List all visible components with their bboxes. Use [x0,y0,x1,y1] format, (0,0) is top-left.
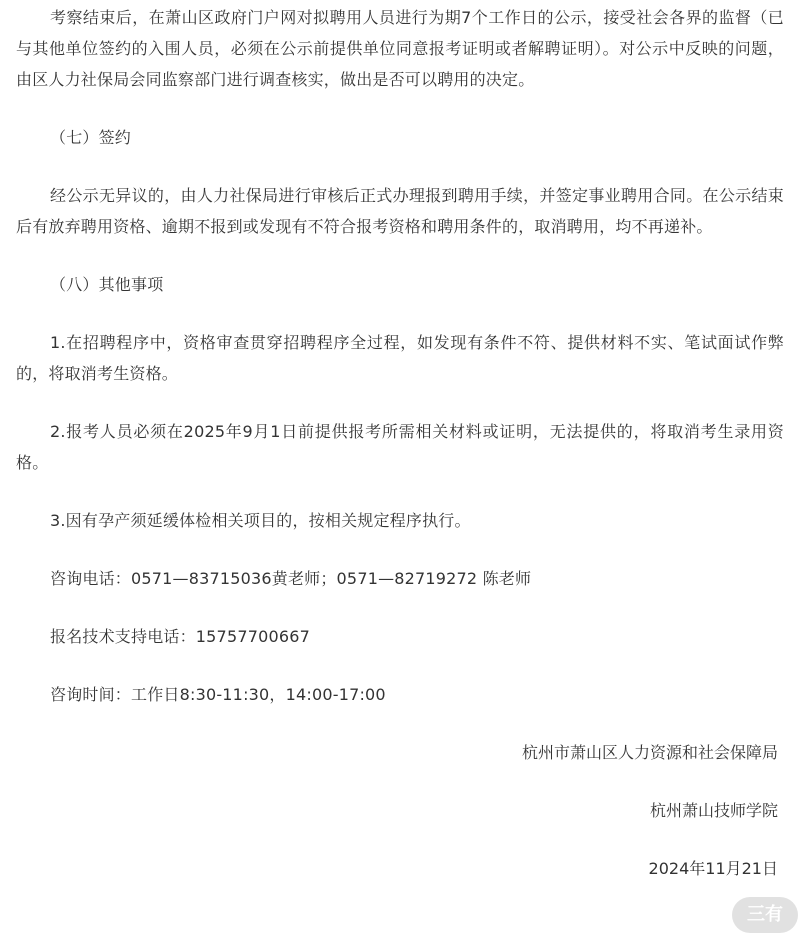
watermark-logo: 三有 [732,897,798,933]
consult-hours: 咨询时间：工作日8:30-11:30，14:00-17:00 [50,685,386,704]
tech-support-phone: 报名技术支持电话：15757700667 [50,627,310,646]
section-heading-signing: （七）签约 [50,128,132,147]
consult-phone: 咨询电话：0571—83715036黄老师；0571—82719272 陈老师 [50,569,532,588]
paragraph-signing: 经公示无异议的，由人力社保局进行审核后正式办理报到聘用手续，并签定事业聘用合同。在公示结束后有放弃聘用资格、逾期不报到或发现有不符合报考资格和聘用条件的，取消聘用，均不再递补。 [16,186,784,236]
signature-org-hr-bureau: 杭州市萧山区人力资源和社会保障局 [521,743,778,762]
signature-org-college: 杭州萧山技师学院 [649,801,778,820]
paragraph-review-announcement: 考察结束后，在萧山区政府门户网对拟聘用人员进行为期7个工作日的公示，接受社会各界的监督（已与其他单位签约的入围人员，必须在公示前提供单位同意报考证明或者解聘证明）。对公示中反映的问题，由区人力社保局会同监察部门进行调查核实，做出是否可以聘用的决定。 [16,8,784,89]
paragraph-item-1: 1.在招聘程序中，资格审查贯穿招聘程序全过程，如发现有条件不符、提供材料不实、笔试面试作弊的，将取消考生资格。 [16,333,784,383]
paragraph-item-2: 2.报考人员必须在2025年9月1日前提供报考所需相关材料或证明，无法提供的，将取消考生录用资格。 [16,422,784,472]
paragraph-item-3: 3.因有孕产须延缓体检相关项目的，按相关规定程序执行。 [50,511,471,530]
article-body [16,2,784,911]
section-heading-other-matters: （八）其他事项 [50,275,164,294]
signature-date: 2024年11月21日 [648,859,778,878]
